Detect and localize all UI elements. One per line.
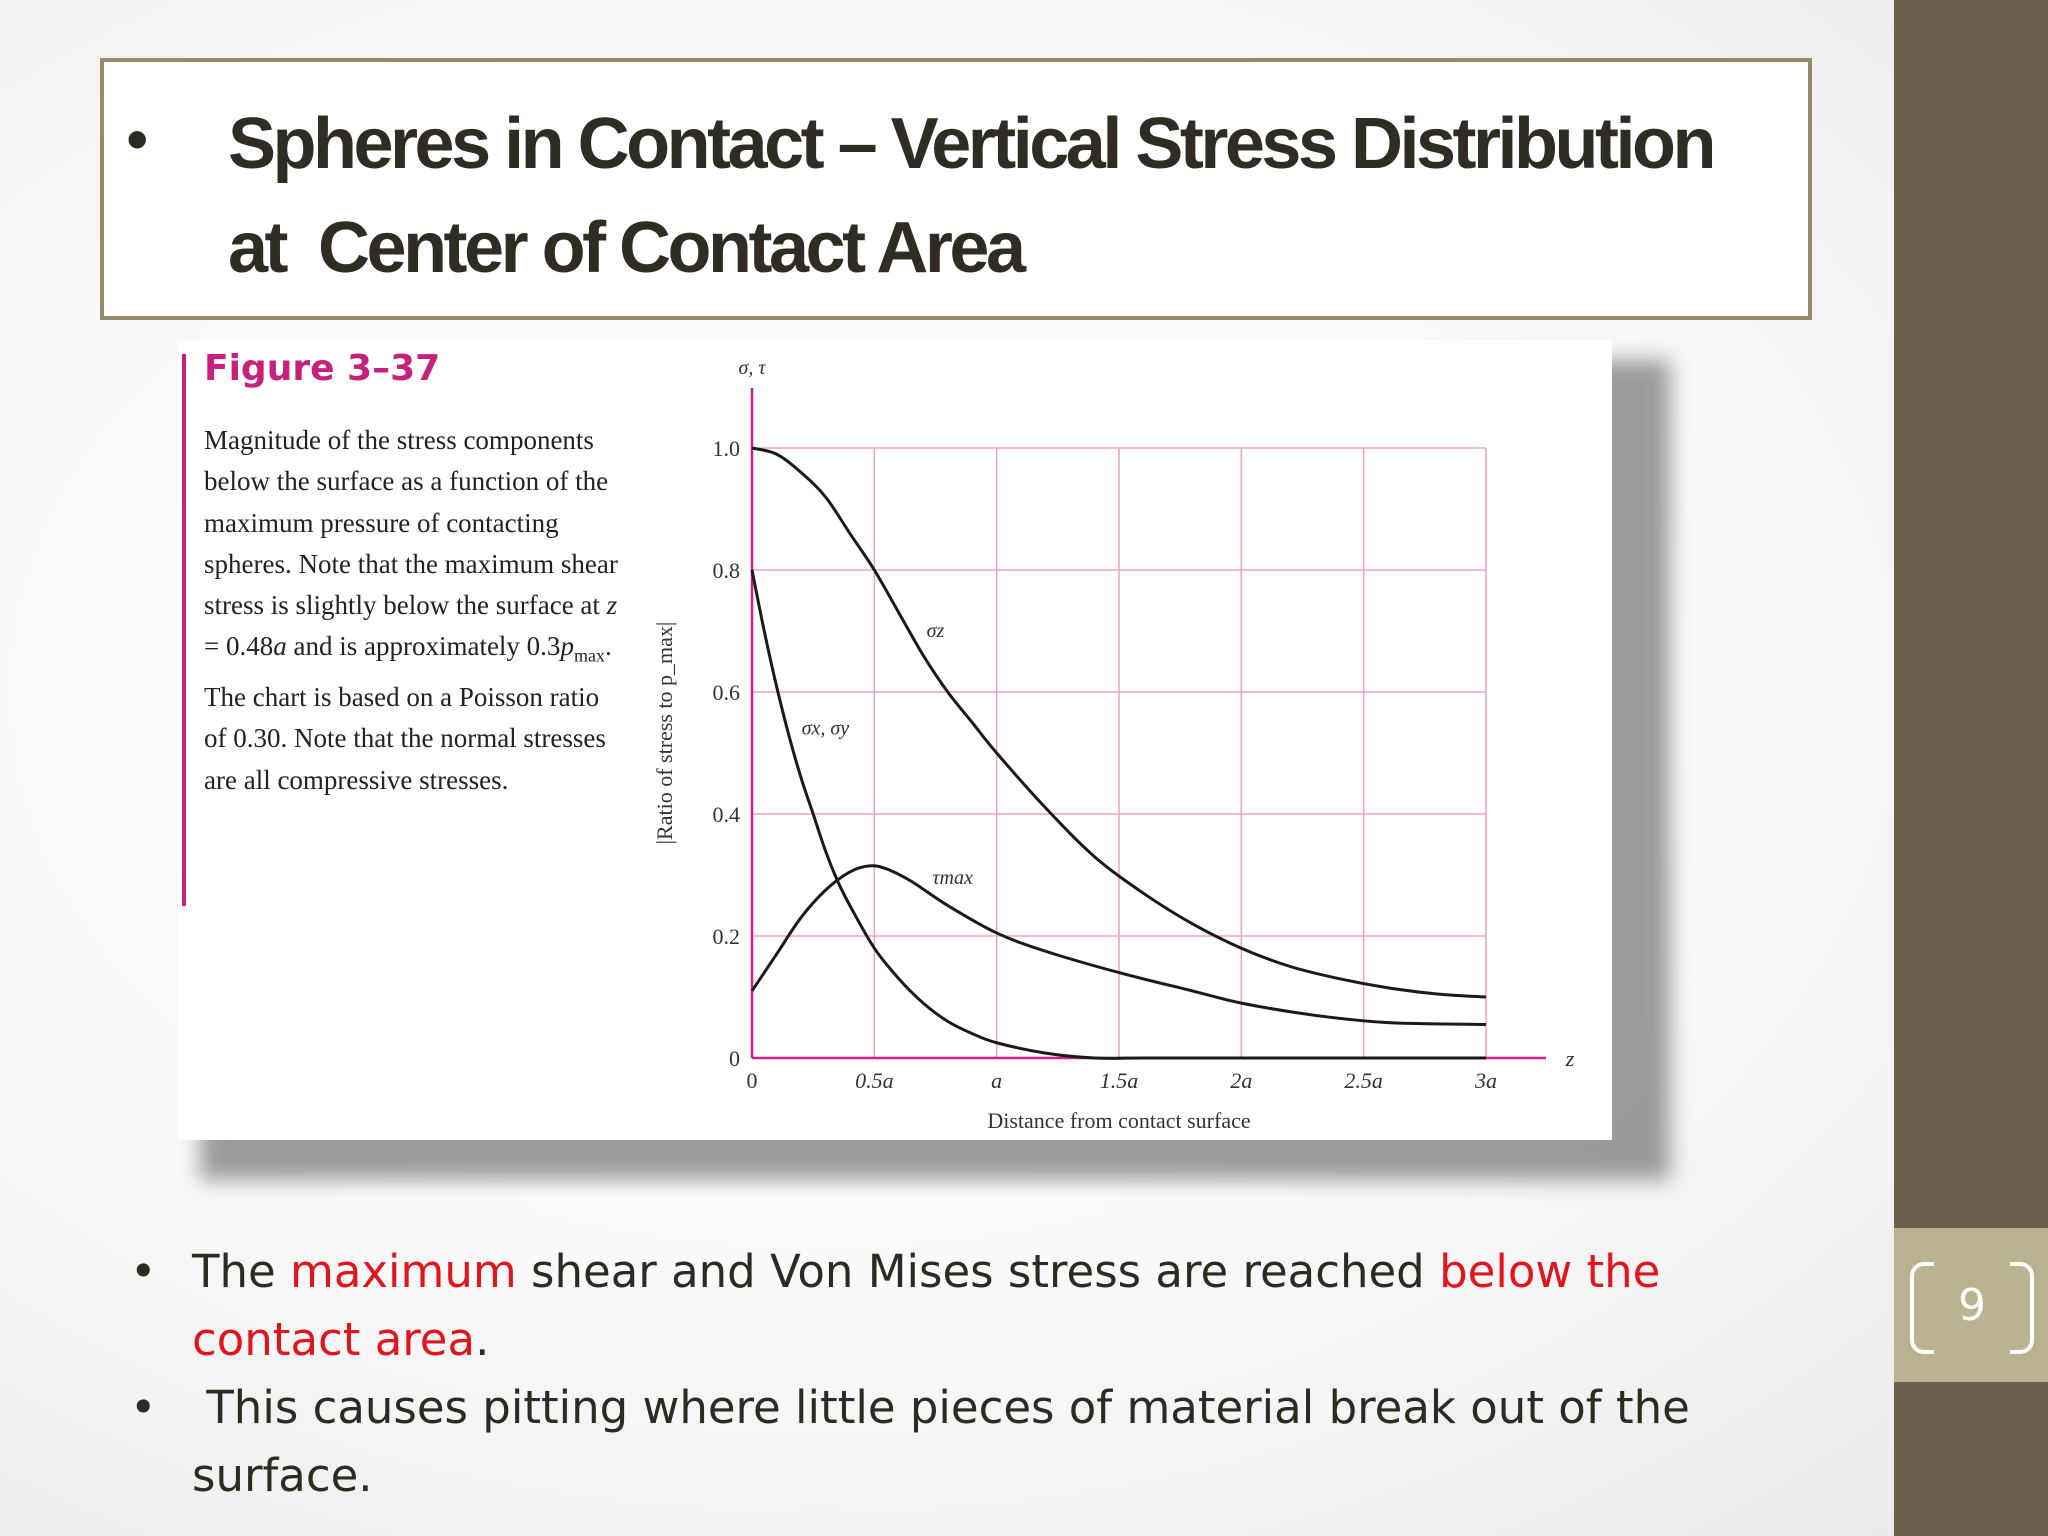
bullet-1-text-1: The (192, 1245, 290, 1298)
caption-part-1: Magnitude of the stress components below the surface as a function of the maximum pressure of contacting spheres. Note that the maximum shear stress is slightly below the surface at (204, 425, 618, 621)
title-bullet: • (126, 103, 149, 175)
left-bracket-icon (1910, 1262, 1934, 1354)
stress-chart (178, 340, 1612, 1140)
bullet-item-1 (130, 1238, 1730, 1374)
x-axis-end-label: z (1565, 1046, 1575, 1071)
curve-annotation-2: τmax (932, 867, 973, 890)
x-tick-label-5: 2.5a (1344, 1068, 1383, 1093)
curve-annotation-1: σx, σy (801, 717, 850, 740)
y-axis-title: |Ratio of stress to p_max| (652, 621, 677, 845)
x-tick-label-3: 1.5a (1099, 1068, 1139, 1093)
x-axis-title: Distance from contact surface (987, 1108, 1251, 1133)
y-tick-label-1: 0.2 (712, 924, 740, 949)
y-tick-label-5: 1.0 (712, 436, 740, 461)
y-axis-symbol: σ, τ (738, 357, 766, 379)
bullet-1-highlight-2: below the contact area (192, 1245, 1661, 1366)
caption-sub-max: max (573, 645, 605, 666)
y-tick-label-4: 0.8 (712, 558, 740, 583)
slide-title (228, 92, 1788, 300)
bullet-1-text-3: . (475, 1313, 490, 1366)
caption-part-2: = 0.48 (204, 631, 274, 662)
figure-panel (178, 340, 1612, 1140)
curve-annotation-0: σz (926, 620, 945, 643)
title-line-2: at Center of Contact Area (228, 208, 1023, 288)
caption-part-3: and is approximately 0.3 (286, 631, 561, 662)
title-line-1: Spheres in Contact – Vertical Stress Distribution (228, 104, 1713, 184)
title-box (100, 58, 1812, 320)
x-tick-label-6: 3a (1475, 1068, 1497, 1093)
y-tick-label-2: 0.4 (712, 802, 740, 827)
caption-var-z: z (606, 590, 618, 621)
caption-var-a: a (273, 631, 287, 662)
bullet-item-2 (130, 1374, 1730, 1510)
figure-label: Figure 3–37 (204, 348, 441, 389)
bullet-marker: • (130, 1245, 157, 1298)
x-tick-label-2: a (991, 1068, 1003, 1093)
bullet-2-text: This causes pitting where little pieces of material break out of the surface. (192, 1381, 1705, 1502)
y-tick-label-3: 0.6 (712, 680, 740, 705)
y-tick-label-0: 0 (729, 1046, 740, 1071)
bullet-list (130, 1238, 1730, 1510)
caption-part-4: . The chart is based on a Poisson ratio of 0.30. Note that the normal stresses are all compressive stresses. (204, 631, 612, 795)
bullet-1-text-2: shear and Von Mises stress are reached (516, 1245, 1440, 1298)
bullet-marker: • (130, 1381, 157, 1434)
x-tick-label-1: 0.5a (855, 1068, 894, 1093)
x-tick-label-0: 0 (746, 1068, 758, 1093)
caption-var-p: p (560, 631, 574, 662)
x-tick-label-4: 2a (1230, 1068, 1253, 1093)
page-number: 9 (1958, 1280, 1986, 1331)
right-bracket-icon (2010, 1262, 2034, 1354)
bullet-1-highlight-1: maximum (290, 1245, 517, 1298)
